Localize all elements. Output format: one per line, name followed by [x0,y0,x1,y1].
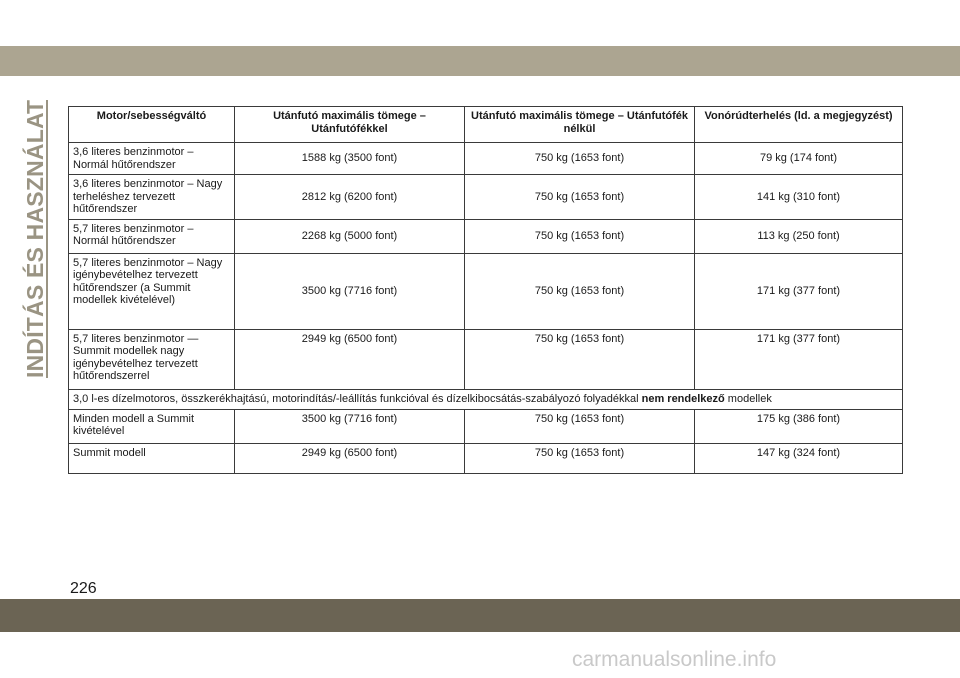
table-row [69,219,903,253]
table-row [69,443,903,473]
watermark: carmanualsonline.info [572,648,777,671]
footer-band [0,599,960,632]
table-row [69,409,903,443]
header-engine: Motor/sebességváltó [69,107,235,143]
table-row [69,175,903,220]
cell-engine: Summit modell [69,443,235,473]
cell-tongue-load: 171 kg (377 font) [695,253,903,329]
cell-tongue-load: 175 kg (386 font) [695,409,903,443]
cell-engine: 5,7 literes benzinmotor – Normál hűtőrendszer [69,219,235,253]
cell-engine: 5,7 literes benzinmotor — Summit modellek nagy igénybevételhez tervezett hűtőrendszerrel [69,329,235,389]
cell-tongue-load: 141 kg (310 font) [695,175,903,220]
cell-with-brake: 2812 kg (6200 font) [235,175,465,220]
cell-with-brake: 3500 kg (7716 font) [235,253,465,329]
header-max-with-brake: Utánfutó maximális tömege – Utánfutófékkel [235,107,465,143]
cell-without-brake: 750 kg (1653 font) [465,253,695,329]
table-header-row [69,107,903,143]
cell-engine: 3,6 literes benzinmotor – Nagy terheléshez tervezett hűtőrendszer [69,175,235,220]
cell-with-brake: 2949 kg (6500 font) [235,329,465,389]
table-row [69,143,903,175]
header-band [0,46,960,76]
section-bold: nem rendelkező [641,392,725,405]
table-row [69,253,903,329]
section-suffix: modellek [724,392,772,405]
section-row-cell [69,389,903,409]
header-tongue-load: Vonórúdterhelés (ld. a megjegyzést) [695,107,903,143]
cell-tongue-load: 147 kg (324 font) [695,443,903,473]
cell-tongue-load: 79 kg (174 font) [695,143,903,175]
cell-with-brake: 3500 kg (7716 font) [235,409,465,443]
cell-engine: 3,6 literes benzinmotor – Normál hűtőrendszer [69,143,235,175]
cell-tongue-load: 113 kg (250 font) [695,219,903,253]
page-number: 226 [70,580,97,597]
cell-without-brake: 750 kg (1653 font) [465,175,695,220]
section-side-title: INDÍTÁS ÉS HASZNÁLAT [22,99,48,378]
cell-with-brake: 2268 kg (5000 font) [235,219,465,253]
cell-without-brake: 750 kg (1653 font) [465,329,695,389]
cell-tongue-load: 171 kg (377 font) [695,329,903,389]
section-row [69,389,903,409]
cell-without-brake: 750 kg (1653 font) [465,219,695,253]
table-row [69,329,903,389]
cell-with-brake: 1588 kg (3500 font) [235,143,465,175]
cell-without-brake: 750 kg (1653 font) [465,443,695,473]
header-max-without-brake: Utánfutó maximális tömege – Utánfutófék nélkül [465,107,695,143]
cell-with-brake: 2949 kg (6500 font) [235,443,465,473]
section-prefix: 3,0 l-es dízelmotoros, összkerékhajtású, motorindítás/-leállítás funkcióval és dízelkibocsátás-szabályozó folyadékkal [73,392,642,405]
cell-without-brake: 750 kg (1653 font) [465,409,695,443]
cell-engine: Minden modell a Summit kivételével [69,409,235,443]
towing-spec-table [68,106,903,474]
cell-without-brake: 750 kg (1653 font) [465,143,695,175]
cell-engine: 5,7 literes benzinmotor – Nagy igénybevételhez tervezett hűtőrendszer (a Summit modellek kivételével) [69,253,235,329]
